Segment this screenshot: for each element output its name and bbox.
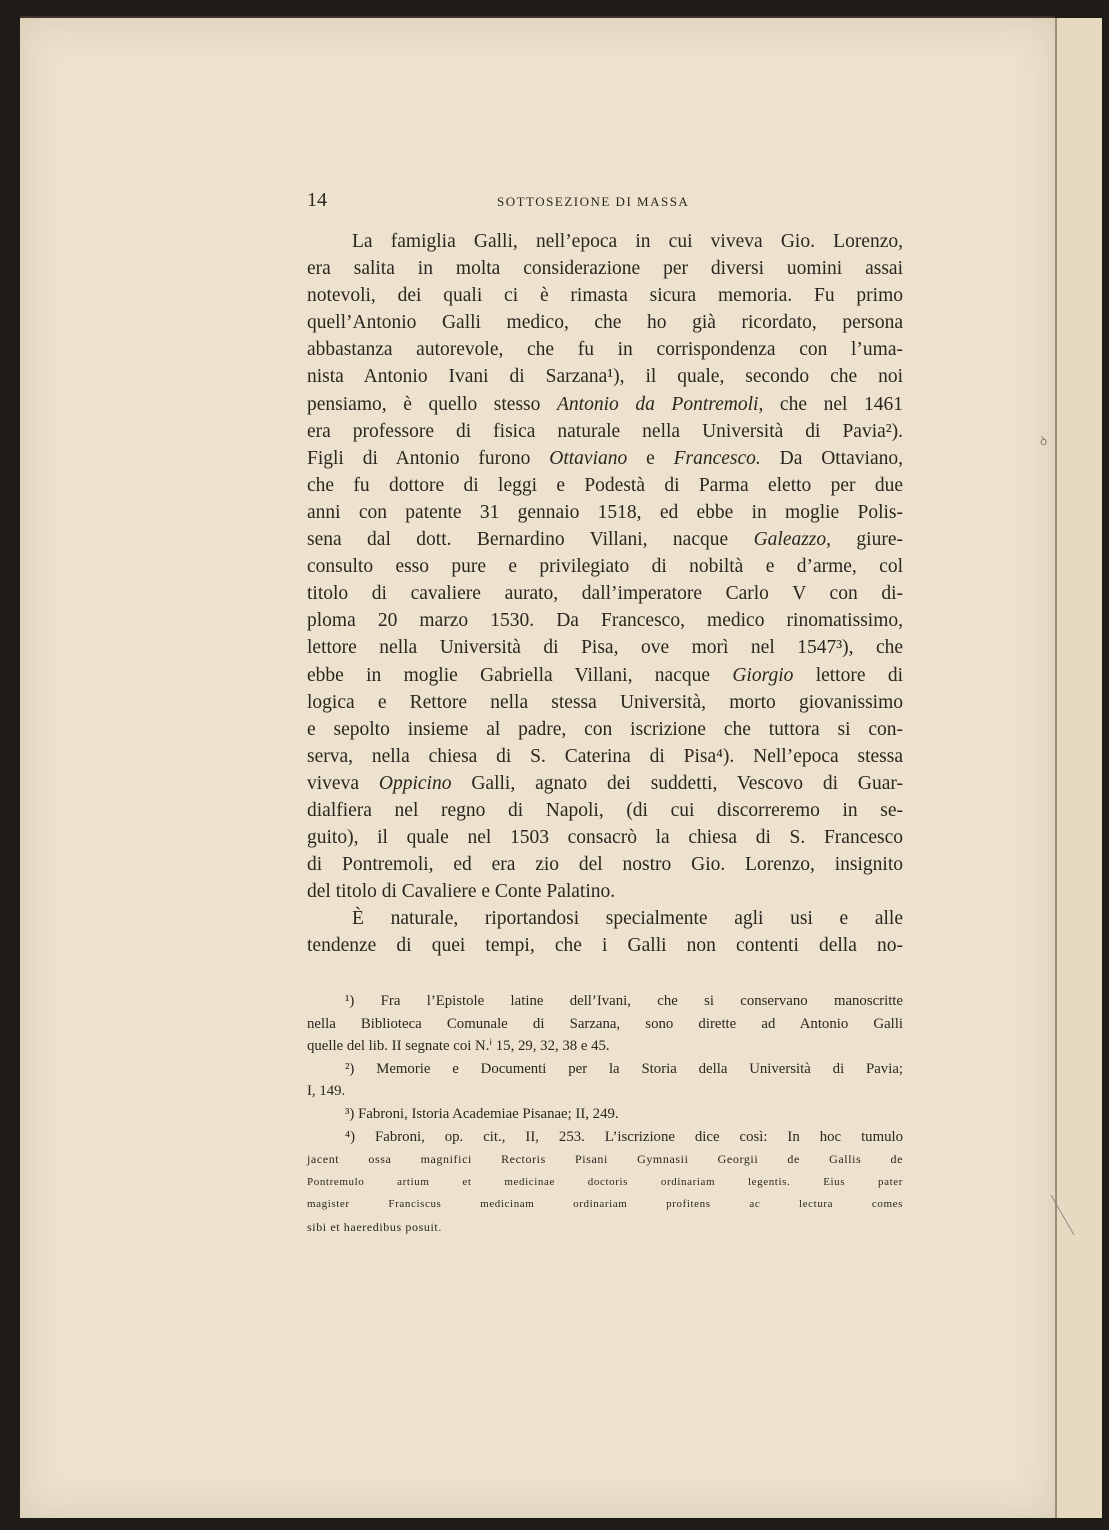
footnote-line: magister Franciscus medicinam ordinariam profitens ac lectura comes bbox=[307, 1198, 903, 1211]
text-line: del titolo di Cavaliere e Conte Palatino. bbox=[307, 881, 616, 903]
body-text bbox=[307, 228, 903, 960]
footnote-line: ²) Memorie e Documenti per la Storia della Università di Pavia; bbox=[345, 1060, 903, 1077]
margin-mark: ꝺ bbox=[1040, 434, 1048, 448]
footnote-line: sibi et haeredibus posuit. bbox=[307, 1219, 442, 1234]
text-line: pensiamo, è quello stesso Antonio da Pontremoli, che nel 1461 bbox=[307, 393, 904, 415]
page-header bbox=[307, 189, 903, 215]
footnote-line: nella Biblioteca Comunale di Sarzana, sono dirette ad Antonio Galli bbox=[307, 1015, 903, 1032]
text-line: ploma 20 marzo 1530. Da Francesco, medico rinomatissimo, bbox=[307, 610, 903, 632]
next-page-edge bbox=[1055, 18, 1102, 1518]
text-line: sena dal dott. Bernardino Villani, nacque Galeazzo, giure- bbox=[307, 529, 903, 551]
text-line: di Pontremoli, ed era zio del nostro Gio. Lorenzo, insignito bbox=[307, 854, 903, 876]
text-line: dialfiera nel regno di Napoli, (di cui discorreremo in se- bbox=[307, 799, 903, 821]
text-line: era professore di fisica naturale nella Università di Pavia²). bbox=[307, 420, 903, 442]
page-number: 14 bbox=[307, 189, 327, 211]
text-line: lettore nella Università di Pisa, ove morì nel 1547³), che bbox=[307, 637, 903, 659]
text-line: serva, nella chiesa di S. Caterina di Pisa⁴). Nell’epoca stessa bbox=[307, 745, 903, 767]
text-line: ebbe in moglie Gabriella Villani, nacque Giorgio lettore di bbox=[307, 664, 903, 686]
text-line: guito), il quale nel 1503 consacrò la chiesa di S. Francesco bbox=[307, 827, 903, 849]
footnote-line: ¹) Fra l’Epistole latine dell’Ivani, che si conservano manoscritte bbox=[345, 993, 903, 1009]
footnote-line: jacent ossa magnifici Rectoris Pisani Gymnasii Georgii de Gallis de bbox=[307, 1152, 903, 1167]
running-head: SOTTOSEZIONE DI MASSA bbox=[497, 194, 690, 209]
footnote-line: quelle del lib. II segnate coi N.ⁱ 15, 29, 32, 38 e 45. bbox=[307, 1038, 610, 1055]
text-line: viveva Oppicino Galli, agnato dei suddetti, Vescovo di Guar- bbox=[307, 772, 903, 794]
footnotes bbox=[307, 990, 903, 1239]
text-line: che fu dottore di leggi e Podestà di Parma eletto per due bbox=[307, 474, 903, 496]
text-line: anni con patente 31 gennaio 1518, ed ebbe in moglie Polis- bbox=[307, 501, 903, 523]
text-line: logica e Rettore nella stessa Università, morto giovanissimo bbox=[307, 691, 903, 713]
text-line: quell’Antonio Galli medico, che ho già ricordato, persona bbox=[307, 312, 903, 334]
text-line: tendenze di quei tempi, che i Galli non contenti della no- bbox=[307, 935, 903, 957]
text-line: e sepolto insieme al padre, con iscrizione che tuttora si con- bbox=[307, 718, 903, 740]
footnote-line: I, 149. bbox=[307, 1083, 346, 1100]
text-line: era salita in molta considerazione per diversi uomini assai bbox=[307, 258, 903, 280]
footnote-line: Pontremulo artium et medicinae doctoris ordinariam legentis. Eius pater bbox=[307, 1175, 903, 1188]
text-line: consulto esso pure e privilegiato di nobiltà e d’arme, col bbox=[307, 556, 903, 578]
text-line: Figli di Antonio furono Ottaviano e Francesco. Da Ottaviano, bbox=[307, 447, 903, 469]
text-line: abbastanza autorevole, che fu in corrispondenza con l’uma- bbox=[307, 339, 903, 361]
text-line: È naturale, riportandosi specialmente agli usi e alle bbox=[352, 908, 903, 930]
text-line: notevoli, dei quali ci è rimasta sicura memoria. Fu primo bbox=[307, 285, 903, 307]
footnote-line: ⁴) Fabroni, op. cit., II, 253. L’iscrizione dice così: In hoc tumulo bbox=[345, 1128, 903, 1145]
text-line: titolo di cavaliere aurato, dall’imperatore Carlo V con di- bbox=[307, 583, 903, 605]
footnote-line: ³) Fabroni, Istoria Academiae Pisanae; II, 249. bbox=[345, 1105, 619, 1122]
text-line: nista Antonio Ivani di Sarzana¹), il quale, secondo che noi bbox=[307, 366, 903, 388]
text-line: La famiglia Galli, nell’epoca in cui viveva Gio. Lorenzo, bbox=[352, 231, 903, 252]
